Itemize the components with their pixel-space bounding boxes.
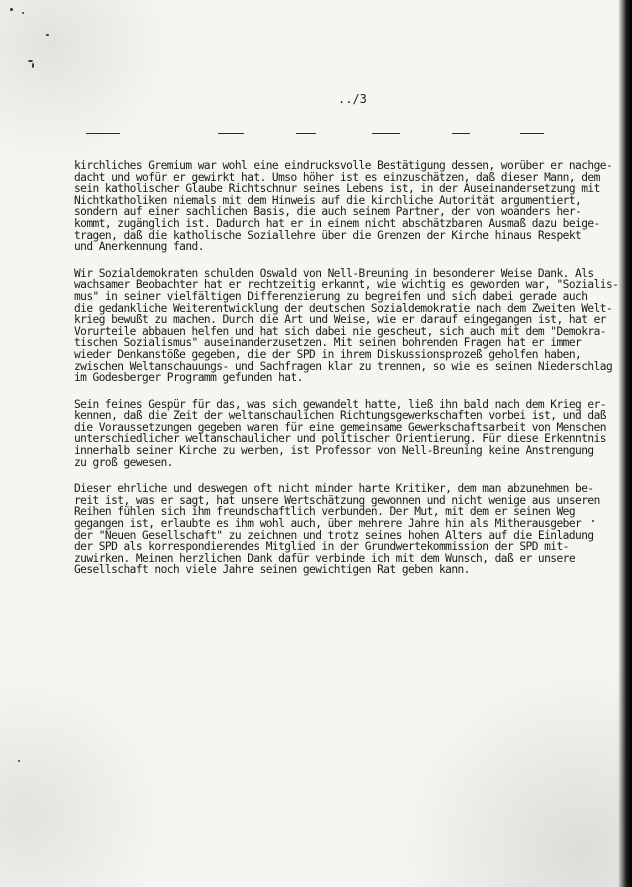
page-number: ../3 bbox=[338, 92, 367, 106]
scan-edge-shadow bbox=[618, 0, 632, 887]
text-line: im Godesberger Programm gefunden hat. bbox=[74, 371, 303, 385]
text-line: und Anerkennung fand. bbox=[74, 240, 204, 254]
text-line: innerhalb seiner Kirche zu werben, ist Professor von Nell-Breuning keine Anstrengung bbox=[74, 444, 594, 458]
header-rule-segment bbox=[86, 133, 120, 134]
text-line: unterschiedlicher weltanschaulicher und politischer Orientierung. Für diese Erkenntnis bbox=[74, 432, 606, 446]
header-rule-segment bbox=[520, 133, 544, 134]
scan-speck bbox=[46, 34, 49, 36]
scan-speck bbox=[18, 760, 20, 762]
text-line: zwischen Weltanschauungs- und Sachfragen klar zu trennen, so wie es seinen Niederschlag bbox=[74, 359, 613, 373]
text-line: tragen, daß die katholische Soziallehre über die Grenzen der Kirche hinaus Respekt bbox=[74, 228, 582, 242]
scan-speck bbox=[22, 12, 24, 14]
letter-body bbox=[74, 159, 619, 591]
text-line: kirchliches Gremium war wohl eine eindrucksvolle Bestätigung dessen, worüber er nachge- bbox=[74, 159, 613, 172]
text-line: Vorurteile abbauen helfen und hat sich dabei nie gescheut, sich auch mit dem "Demokra- bbox=[74, 324, 606, 338]
text-line: Gesellschaft noch viele Jahre seinen gewichtigen Rat geben kann. bbox=[74, 563, 470, 577]
text-line: mus" in seiner vielfältigen Differenzierung zu begreifen und sich dabei gerade auch bbox=[74, 289, 588, 303]
header-rule-segment bbox=[296, 133, 316, 134]
scan-speck bbox=[10, 8, 13, 11]
scan-speck bbox=[592, 520, 594, 522]
text-line: Wir Sozialdemokraten schulden Oswald von Nell-Breuning in besonderer Weise Dank. Als bbox=[74, 266, 594, 280]
text-line: zuwirken. Meinen herzlichen Dank dafür verbinde ich mit dem Wunsch, daß er unsere bbox=[74, 551, 576, 565]
text-line: kennen, daß die Zeit der weltanschaulichen Richtungsgewerkschaften vorbei ist, und daß bbox=[74, 409, 606, 423]
text-line: der "Neuen Gesellschaft" zu zeichnen und trotz seines hohen Alters auf die Einladung bbox=[74, 528, 594, 542]
text-line: gegangen ist, erlaubte es ihm wohl auch, über mehrere Jahre hin als Mitherausgeber bbox=[74, 517, 582, 531]
paragraph-1 bbox=[74, 159, 613, 254]
header-rule-segment bbox=[372, 133, 400, 134]
text-line: tischen Sozialismus" auseinanderzusetzen. Mit seinen bohrenden Fragen hat er immer bbox=[74, 336, 582, 350]
text-line: wachsamer Beobachter hat er rechtzeitig erkannt, wie wichtig es geworden war, "Sozialis- bbox=[74, 278, 619, 292]
text-line: die gedankliche Weiterentwicklung der deutschen Sozialdemokratie nach dem Zweiten Welt- bbox=[74, 301, 613, 315]
text-line: Dieser ehrliche und deswegen oft nicht minder harte Kritiker, dem man abzunehmen be- bbox=[74, 482, 594, 496]
text-line: Sein feines Gespür für das, was sich gewandelt hatte, ließ ihn bald nach dem Krieg er- bbox=[74, 397, 606, 411]
text-line: Reihen fühlen sich ihm freundschaftlich verbunden. Der Mut, mit dem er seinen Weg bbox=[74, 505, 576, 519]
text-line: der SPD als korrespondierendes Mitglied in der Grundwertekommission der SPD mit- bbox=[74, 540, 569, 554]
text-line: wieder Denkanstöße gegeben, die der SPD in ihrem Diskussionsprozeß geholfen haben, bbox=[74, 347, 582, 361]
text-line: die Voraussetzungen gegeben waren für eine gemeinsame Gewerkschaftsarbeit von Menschen bbox=[74, 420, 606, 434]
text-line: dacht und wofür er gewirkt hat. Umso höher ist es einzuschätzen, daß dieser Mann, dem bbox=[74, 170, 600, 184]
text-line: sein katholischer Glaube Richtschnur seines Lebens ist, in der Auseinandersetzung mit bbox=[74, 182, 600, 196]
header-rule-segment bbox=[452, 133, 470, 134]
paragraph-4 bbox=[74, 482, 600, 577]
text-line: Nichtkatholiken niemals mit dem Hinweis auf die kirchliche Autorität argumentiert, bbox=[74, 193, 582, 207]
paragraph-3 bbox=[74, 397, 606, 469]
text-line: reit ist, was er sagt, hat unsere Wertschätzung gewonnen und nicht wenige aus unseren bbox=[74, 493, 600, 507]
text-line: sondern auf einer sachlichen Basis, die auch seinem Partner, der von woanders her- bbox=[74, 205, 582, 219]
scan-speck bbox=[32, 63, 34, 68]
paragraph-2 bbox=[74, 266, 619, 385]
text-line: kommt, zugänglich ist. Dadurch hat er in einem nicht abschätzbaren Ausmaß dazu beige- bbox=[74, 216, 600, 230]
scan-speck bbox=[28, 60, 33, 62]
header-rule-segment bbox=[218, 133, 244, 134]
text-line: zu groß gewesen. bbox=[74, 455, 173, 469]
text-line: krieg bewußt zu machen. Durch die Art und Weise, wie er darauf eingegangen ist, hat er bbox=[74, 313, 606, 327]
